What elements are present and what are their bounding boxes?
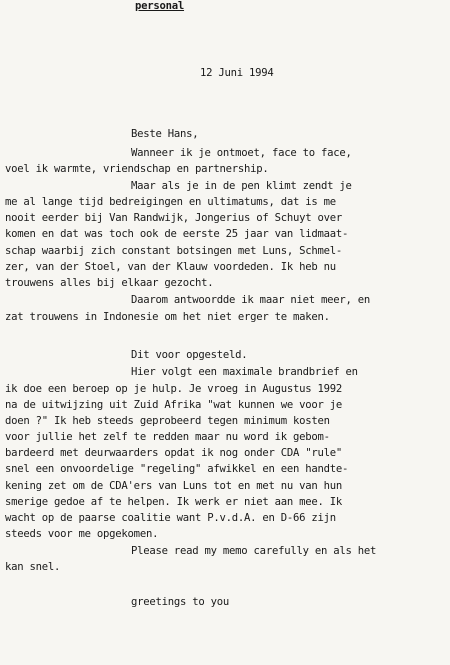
letter-date: 12 Juni 1994 [200, 67, 274, 79]
body-line: Please read my memo carefully en als het [131, 545, 377, 557]
body-line: schap waarbij zich constant botsingen met Luns, Schmel- [5, 245, 343, 257]
body-line: me al lange tijd bedreigingen en ultimatums, dat is me [5, 196, 336, 208]
body-line: bardeerd met deurwaarders opdat ik nog onder CDA "rule" [5, 447, 343, 459]
body-line: zat trouwens in Indonesie om het niet erger te maken. [5, 311, 330, 323]
body-line: wacht op de paarse coalitie want P.v.d.A. en D-66 zijn [5, 512, 336, 524]
body-line: voel ik warmte, vriendschap en partnership. [5, 163, 269, 175]
body-line: Daarom antwoordde ik maar niet meer, en [131, 294, 370, 306]
body-line: doen ?" Ik heb steeds geprobeerd tegen minimum kosten [5, 415, 330, 427]
body-line: trouwens alles bij elkaar gezocht. [5, 277, 214, 289]
body-line: nooit eerder bij Van Randwijk, Jongerius of Schuyt over [5, 212, 343, 224]
body-line: kan snel. [5, 561, 61, 573]
heading-personal: personal [135, 0, 185, 12]
body-line: steeds voor me opgekomen. [5, 528, 159, 540]
closing: greetings to you [131, 596, 230, 608]
body-line: Dit voor opgesteld. [131, 349, 248, 361]
body-line: komen en dat was toch ook de eerste 25 jaar van lidmaat- [5, 228, 349, 240]
body-line: smerige gedoe af te helpen. Ik werk er niet aan mee. Ik [5, 496, 343, 508]
salutation: Beste Hans, [131, 128, 199, 140]
body-line: Wanneer ik je ontmoet, face to face, [131, 147, 352, 159]
body-line: voor jullie het zelf te redden maar nu word ik gebom- [5, 431, 330, 443]
body-line: Hier volgt een maximale brandbrief en [131, 366, 358, 378]
body-line: snel een onvoordelige "regeling" afwikkel en een handte- [5, 463, 349, 475]
body-line: zer, van der Stoel, van der Klauw voordeden. Ik heb nu [5, 261, 336, 273]
body-line: kening zet om de CDA'ers van Luns tot en met nu van hun [5, 480, 343, 492]
body-line: Maar als je in de pen klimt zendt je [131, 180, 352, 192]
body-line: na de uitwijzing uit Zuid Afrika "wat kunnen we voor je [5, 399, 343, 411]
body-line: ik doe een beroep op je hulp. Je vroeg in Augustus 1992 [5, 383, 343, 395]
